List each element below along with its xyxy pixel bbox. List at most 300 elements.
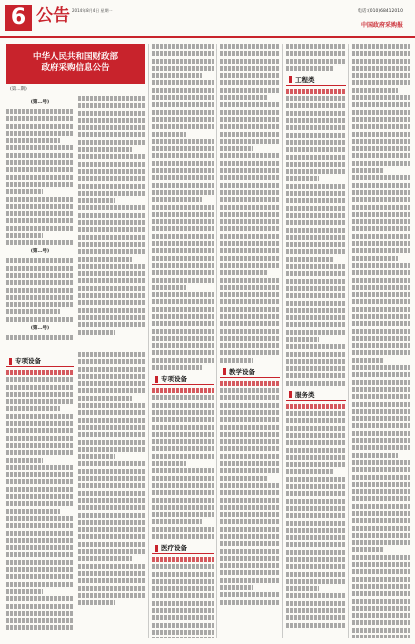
text-line [352, 547, 384, 552]
text-line [286, 586, 319, 591]
text-line [152, 59, 214, 64]
text-line [152, 425, 214, 430]
text-line [286, 220, 346, 225]
text-line [152, 343, 214, 348]
text-line [352, 285, 410, 290]
text-line [78, 140, 146, 145]
text-line [286, 103, 346, 108]
text-line [352, 628, 410, 633]
text-line [286, 593, 346, 598]
article-number: (第...号) [30, 325, 50, 331]
column-2-lower [78, 352, 146, 638]
text-line [286, 469, 334, 474]
text-line [286, 66, 334, 71]
text-line [220, 139, 280, 144]
text-line [152, 278, 214, 283]
text-line [220, 512, 280, 517]
text-line [220, 212, 280, 217]
text-line [6, 197, 74, 202]
text-line [152, 358, 214, 363]
text-line [220, 175, 280, 180]
text-line [78, 176, 146, 181]
text-line [352, 314, 410, 319]
text-line [352, 329, 410, 334]
text-line [78, 103, 146, 108]
text-line [6, 233, 43, 238]
text-line [78, 220, 146, 225]
text-line [152, 593, 214, 598]
heading-marker [289, 391, 292, 398]
text-line [6, 145, 74, 150]
text-line [6, 385, 74, 390]
text-line [6, 589, 43, 594]
text-line [352, 256, 398, 261]
text-line [286, 550, 346, 555]
text-line [78, 198, 115, 203]
notice-banner [6, 44, 145, 84]
text-line [6, 582, 74, 587]
text-line [286, 301, 346, 306]
section-heading: 教学设备 [220, 368, 280, 378]
text-line [352, 431, 410, 436]
text-line [220, 483, 280, 488]
text-line [152, 146, 214, 151]
text-line [220, 336, 280, 341]
text-line [220, 432, 280, 437]
text-line [220, 461, 280, 466]
text-line [6, 450, 74, 455]
text-line [6, 625, 74, 630]
text-line [152, 88, 214, 93]
text-line [78, 286, 146, 291]
text-line [152, 168, 214, 173]
text-line [352, 205, 410, 210]
text-line [220, 73, 280, 78]
text-line [6, 124, 74, 129]
text-line [152, 490, 214, 495]
text-line [352, 241, 410, 246]
text-line [152, 51, 214, 56]
text-line [152, 336, 214, 341]
text-line [6, 167, 74, 172]
text-line [286, 96, 346, 101]
text-line [152, 527, 214, 532]
text-line [220, 490, 280, 495]
text-line [220, 446, 280, 451]
text-line [152, 572, 214, 577]
text-line [78, 308, 146, 313]
text-line [78, 367, 146, 372]
text-line [220, 578, 280, 583]
text-line [152, 395, 214, 400]
text-line [152, 329, 214, 334]
notice-title-line2: 政府采购信息公告 [41, 63, 110, 73]
text-line [352, 234, 410, 239]
text-line [220, 454, 280, 459]
text-line [286, 418, 346, 423]
text-line [78, 440, 146, 445]
text-line [286, 411, 346, 416]
text-line [6, 567, 74, 572]
text-line [220, 600, 280, 605]
column-1-lower [6, 352, 74, 638]
text-line [220, 329, 280, 334]
text-line [6, 288, 74, 293]
text-line [78, 271, 146, 276]
text-line [6, 153, 74, 158]
text-line [352, 482, 410, 487]
text-line [352, 460, 410, 465]
text-line [220, 66, 280, 71]
text-line [220, 132, 280, 137]
text-line [286, 506, 346, 511]
text-line [286, 249, 346, 254]
text-line [286, 271, 346, 276]
column-divider [216, 44, 217, 638]
text-line [352, 350, 410, 355]
text-line [352, 453, 398, 458]
text-line [286, 491, 346, 496]
text-line [6, 604, 74, 609]
text-line [286, 513, 346, 518]
text-line [6, 218, 74, 223]
text-line [6, 414, 74, 419]
text-line [152, 139, 214, 144]
text-line [220, 585, 253, 590]
text-line [6, 465, 74, 470]
text-line [152, 226, 214, 231]
section-heading: 服务类 [286, 391, 346, 401]
text-line [6, 392, 74, 397]
text-line [352, 197, 410, 202]
text-line [286, 147, 346, 152]
text-line [286, 257, 334, 262]
text-line [286, 125, 346, 130]
text-line [6, 317, 74, 322]
text-line [352, 504, 410, 509]
text-line [352, 496, 410, 501]
text-line [78, 534, 146, 539]
text-line [220, 205, 280, 210]
text-line [352, 365, 410, 370]
text-line [78, 191, 146, 196]
text-line [352, 321, 410, 326]
text-line [352, 153, 410, 158]
text-line [220, 153, 280, 158]
text-line [286, 162, 346, 167]
text-line [352, 278, 410, 283]
issue-meta: 2014年8月4日 星期一 [72, 8, 113, 13]
text-line [78, 205, 146, 210]
text-line [152, 153, 214, 158]
text-line [220, 51, 280, 56]
text-line [152, 505, 214, 510]
text-line [78, 300, 146, 305]
text-line [6, 189, 43, 194]
text-line [6, 258, 74, 263]
text-line [220, 403, 280, 408]
text-line [152, 44, 214, 49]
text-line [6, 273, 74, 278]
text-line [152, 161, 214, 166]
text-line [220, 381, 280, 386]
text-line [152, 73, 202, 78]
text-line [220, 44, 280, 49]
text-line [78, 381, 146, 386]
text-line [78, 147, 132, 152]
text-line [352, 416, 410, 421]
column-1b [78, 96, 146, 340]
text-line [286, 359, 346, 364]
text-line [6, 204, 74, 209]
text-line [352, 44, 410, 49]
text-line [152, 417, 214, 422]
text-line [78, 491, 146, 496]
text-line [352, 146, 410, 151]
text-line [6, 487, 74, 492]
text-line [286, 557, 346, 562]
text-line [286, 484, 346, 489]
text-line [352, 66, 410, 71]
text-line [286, 286, 346, 291]
text-line [6, 509, 60, 514]
column-4 [220, 44, 280, 638]
article-number: (第...号) [30, 249, 50, 255]
text-line [78, 556, 132, 561]
text-line [6, 182, 74, 187]
text-line [286, 235, 346, 240]
text-line [220, 146, 253, 151]
text-line [152, 299, 214, 304]
text-line [220, 425, 280, 430]
text-line [220, 592, 280, 597]
section-title: 公告 [36, 6, 70, 26]
text-line [220, 321, 280, 326]
text-line [352, 620, 410, 625]
text-line [78, 447, 146, 452]
text-line [352, 540, 410, 545]
text-line [352, 467, 410, 472]
text-line [352, 533, 410, 538]
text-line [220, 88, 280, 93]
text-line [78, 169, 146, 174]
text-line [352, 336, 410, 341]
text-line [286, 352, 346, 357]
text-line [152, 117, 214, 122]
text-line [352, 168, 384, 173]
text-line [352, 139, 410, 144]
text-line [286, 448, 346, 453]
text-line [6, 377, 74, 382]
text-line [352, 475, 410, 480]
text-line [220, 278, 280, 283]
text-line [78, 571, 146, 576]
text-line [152, 183, 214, 188]
text-line [220, 534, 280, 539]
text-line [152, 321, 214, 326]
text-line [352, 358, 384, 363]
text-line [6, 138, 60, 143]
text-line [286, 404, 346, 409]
text-line [286, 330, 346, 335]
text-line [152, 110, 214, 115]
text-line [286, 499, 346, 504]
text-line [286, 455, 346, 460]
text-line [152, 307, 214, 312]
text-line [6, 479, 74, 484]
text-line [286, 293, 346, 298]
text-line [220, 226, 280, 231]
text-line [286, 198, 346, 203]
text-line [78, 578, 146, 583]
text-line [352, 526, 410, 531]
text-line [220, 468, 280, 473]
text-line [78, 242, 146, 247]
text-line [286, 535, 346, 540]
text-line [6, 538, 74, 543]
text-line [78, 352, 146, 357]
text-line [220, 410, 280, 415]
text-line [286, 155, 346, 160]
text-line [220, 417, 280, 422]
text-line [352, 263, 410, 268]
text-line [6, 175, 74, 180]
text-line [152, 534, 214, 539]
text-line [152, 637, 214, 638]
text-line [6, 335, 74, 340]
text-line [286, 140, 346, 145]
text-line [78, 586, 146, 591]
text-line [352, 635, 410, 638]
text-line [286, 169, 346, 174]
text-line [220, 241, 280, 246]
text-line [152, 601, 214, 606]
text-line [152, 66, 214, 71]
text-line [152, 285, 186, 290]
text-line [78, 396, 132, 401]
text-line [286, 521, 346, 526]
column-divider [148, 44, 149, 638]
text-line [6, 552, 74, 557]
text-line [286, 228, 346, 233]
text-line [220, 263, 280, 268]
text-line [6, 421, 74, 426]
text-line [352, 102, 410, 107]
text-line [78, 505, 146, 510]
heading-marker [155, 545, 158, 552]
text-line [352, 212, 410, 217]
text-line [152, 365, 202, 370]
heading-marker [223, 368, 226, 375]
text-line [78, 469, 146, 474]
text-line [220, 388, 280, 393]
text-line [6, 618, 74, 623]
text-line [220, 299, 280, 304]
text-line [6, 531, 74, 536]
text-line [152, 557, 214, 562]
text-line [6, 370, 74, 375]
text-line [78, 425, 146, 430]
text-line [152, 219, 214, 224]
text-line [152, 388, 214, 393]
text-line [352, 117, 410, 122]
text-line [352, 380, 410, 385]
text-line [286, 433, 346, 438]
text-line [286, 51, 346, 56]
text-line [78, 227, 146, 232]
text-line [286, 176, 319, 181]
text-line [286, 440, 346, 445]
text-line [152, 95, 214, 100]
text-line [6, 266, 74, 271]
text-line [152, 615, 214, 620]
text-line [286, 191, 346, 196]
text-line [286, 344, 346, 349]
text-line [152, 410, 214, 415]
text-line [352, 577, 410, 582]
text-line [152, 80, 214, 85]
text-line [286, 572, 346, 577]
text-line [352, 51, 410, 56]
text-line [152, 461, 186, 466]
text-line [152, 314, 214, 319]
header-rule [0, 36, 415, 38]
text-line [286, 111, 346, 116]
text-line [352, 299, 410, 304]
text-line [220, 183, 280, 188]
text-line [220, 190, 280, 195]
text-line [152, 586, 214, 591]
text-line [78, 418, 146, 423]
text-line [78, 542, 146, 547]
text-line [352, 555, 410, 560]
text-line [78, 461, 146, 466]
text-line [352, 190, 410, 195]
text-line [352, 584, 410, 589]
text-line [152, 564, 214, 569]
text-line [352, 124, 410, 129]
text-line [78, 118, 146, 123]
text-line [6, 428, 74, 433]
text-line [152, 190, 214, 195]
text-line [78, 549, 146, 554]
text-line [152, 234, 214, 239]
text-line [152, 483, 214, 488]
text-line [78, 410, 146, 415]
text-line [78, 483, 146, 488]
text-line [152, 350, 214, 355]
notice-title-line1: 中华人民共和国财政部 [32, 52, 118, 62]
text-line [78, 513, 146, 518]
text-line [286, 279, 346, 284]
text-line [220, 110, 280, 115]
text-line [152, 248, 214, 253]
text-line [352, 175, 410, 180]
text-line [220, 343, 280, 348]
page-header [0, 0, 415, 40]
text-line [286, 528, 346, 533]
text-line [152, 468, 214, 473]
text-line [6, 560, 74, 565]
text-line [78, 432, 146, 437]
text-line [220, 395, 280, 400]
text-line [286, 381, 346, 386]
text-line [152, 205, 214, 210]
text-line [352, 88, 398, 93]
text-line [152, 630, 214, 635]
text-line [286, 264, 346, 269]
text-line [286, 542, 346, 547]
